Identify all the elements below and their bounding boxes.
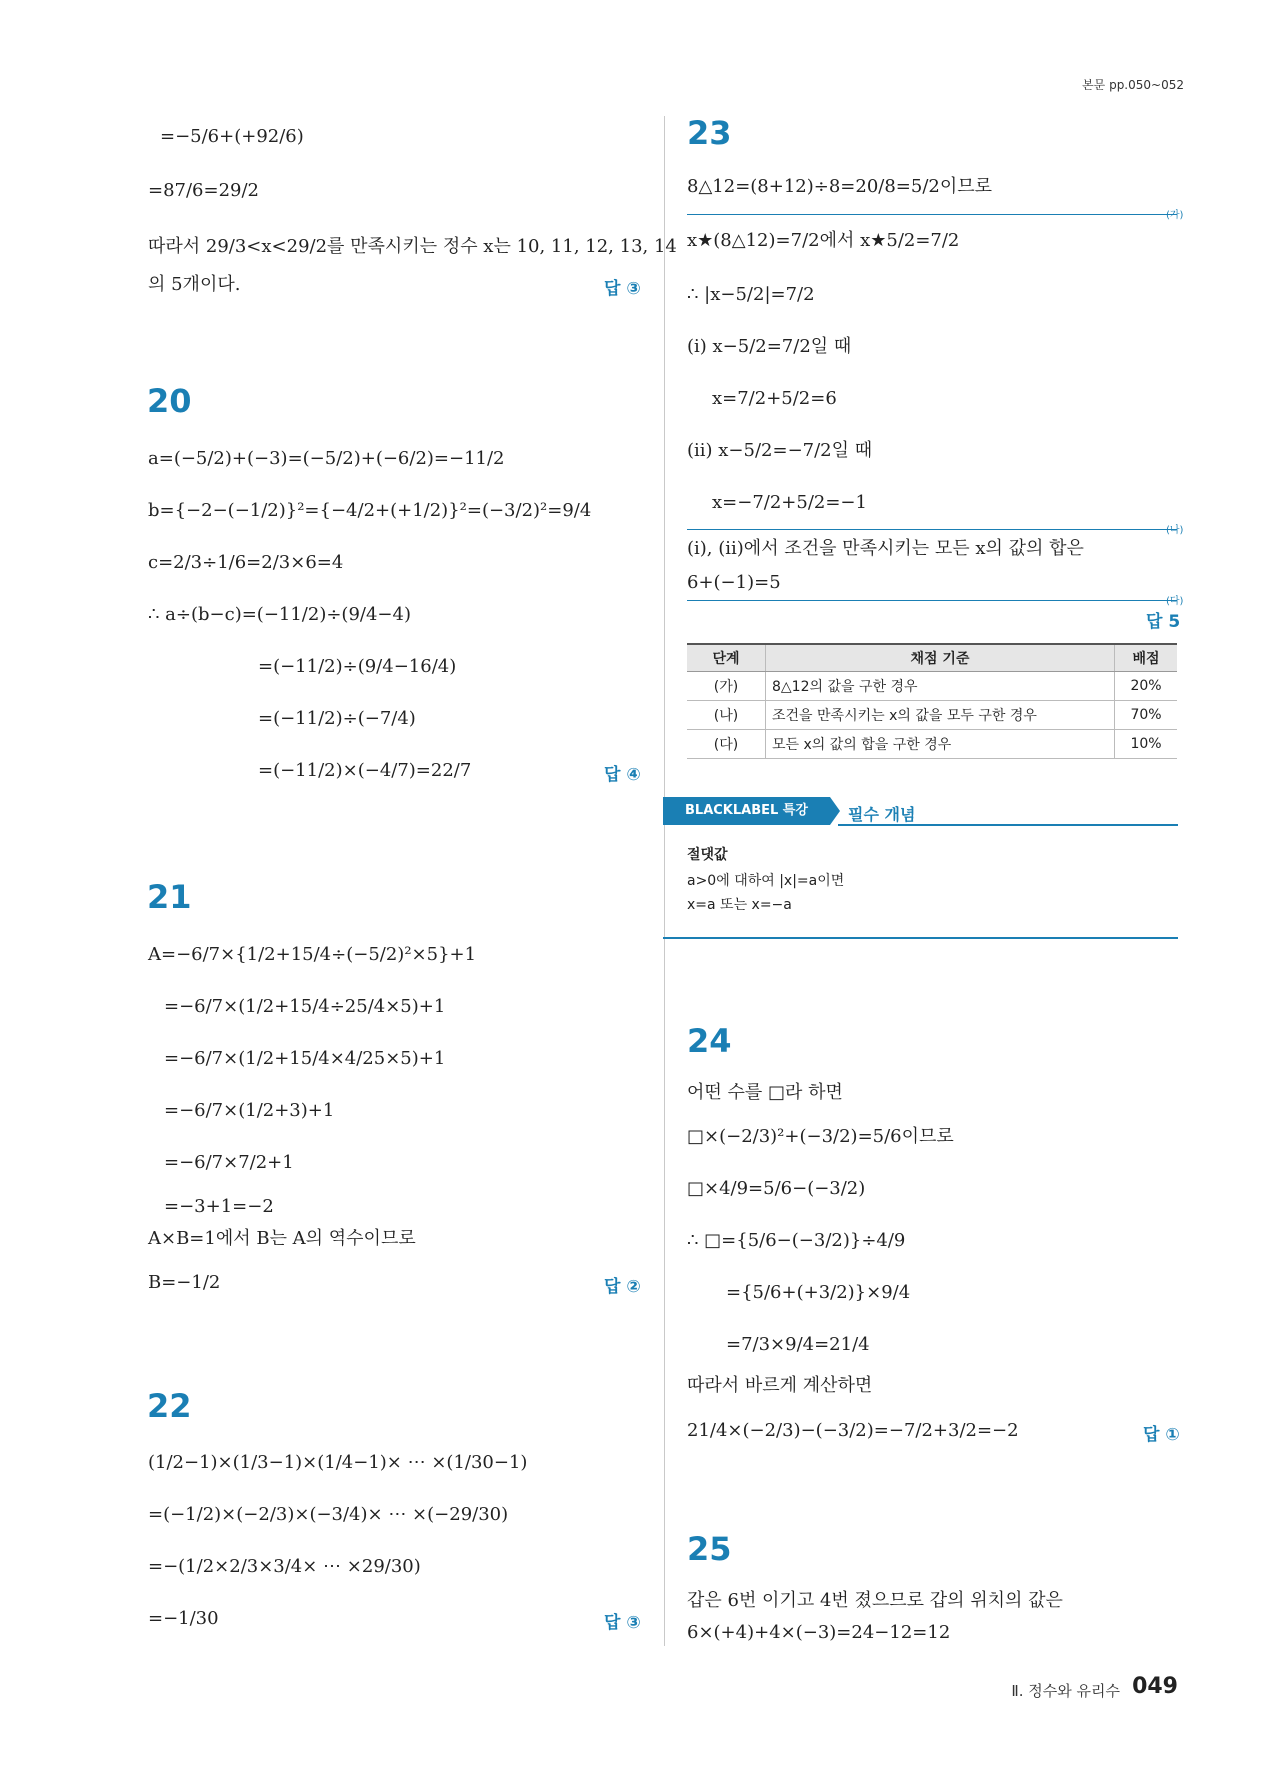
q21-line: A×B=1에서 B는 A의 역수이므로 [148, 1228, 416, 1249]
table-header-row [687, 644, 1177, 672]
q24-answer: 답 ① [1143, 1425, 1180, 1445]
q23-line: x★(8△12)=7/2에서 x★5/2=7/2 [687, 230, 960, 251]
q22-answer: 답 ③ [604, 1613, 641, 1633]
q19-line: 의 5개이다. [148, 274, 241, 295]
q23-line: ∴ |x−5/2|=7/2 [687, 284, 815, 305]
q21-line: =−3+1=−2 [164, 1196, 274, 1217]
q21-line: A=−6/7×{1/2+15/4÷(−5/2)²×5}+1 [148, 944, 477, 965]
q20-line: =(−11/2)÷(9/4−16/4) [258, 656, 457, 677]
q24-line: 21/4×(−2/3)−(−3/2)=−7/2+3/2=−2 [687, 1420, 1019, 1441]
q24-line: □×4/9=5/6−(−3/2) [687, 1178, 866, 1199]
blacklabel-tag-arrow [830, 797, 840, 825]
concept-line: x=a 또는 x=−a [687, 897, 792, 913]
table-header: 배점 [1115, 644, 1178, 672]
q22-line: =−(1/2×2/3×3/4× ⋯ ×29/30) [148, 1556, 421, 1577]
step-rule [687, 600, 1177, 601]
q19-line: 따라서 29/3<x<29/2를 만족시키는 정수 x는 10, 11, 12, 13, 14 [148, 236, 677, 257]
q23-answer: 답 5 [1146, 612, 1181, 632]
q24-line: ={5/6+(+3/2)}×9/4 [726, 1282, 911, 1303]
grading-table [687, 643, 1177, 759]
q22-line: (1/2−1)×(1/3−1)×(1/4−1)× ⋯ ×(1/30−1) [148, 1452, 528, 1473]
q19-answer: 답 ③ [604, 279, 641, 299]
q21-line: =−6/7×(1/2+15/4×4/25×5)+1 [164, 1048, 446, 1069]
q20-number: 20 [147, 382, 192, 420]
q19-line: =−5/6+(+92/6) [160, 126, 304, 147]
step-mark: (나) [1166, 525, 1184, 536]
q24-number: 24 [687, 1022, 732, 1060]
q23-line: x=7/2+5/2=6 [712, 388, 837, 409]
q23-line: 8△12=(8+12)÷8=20/8=5/2이므로 [687, 176, 993, 197]
table-row [687, 730, 1177, 759]
table-header: 단계 [687, 644, 766, 672]
q20-line: b={−2−(−1/2)}²={−4/2+(+1/2)}²=(−3/2)²=9/4 [148, 500, 592, 521]
section-title: Ⅱ. 정수와 유리수 [1011, 1682, 1120, 1700]
q23-line: (ⅰ), (ⅱ)에서 조건을 만족시키는 모든 x의 값의 합은 [687, 538, 1084, 559]
q20-line: c=2/3÷1/6=2/3×6=4 [148, 552, 344, 573]
q22-number: 22 [147, 1387, 192, 1425]
q23-line: (ⅰ) x−5/2=7/2일 때 [687, 336, 852, 357]
table-cell: 8△12의 값을 구한 경우 [766, 672, 1115, 701]
table-header: 채점 기준 [766, 644, 1115, 672]
q23-line: x=−7/2+5/2=−1 [712, 492, 867, 513]
q20-line: ∴ a÷(b−c)=(−11/2)÷(9/4−4) [148, 604, 411, 625]
q21-number: 21 [147, 878, 192, 916]
blacklabel-underline [838, 824, 1178, 826]
page-number: 049 [1132, 1674, 1178, 1699]
step-mark: (가) [1166, 210, 1184, 221]
q21-line: =−6/7×(1/2+3)+1 [164, 1100, 335, 1121]
step-rule [687, 214, 1177, 215]
step-mark: (다) [1166, 596, 1184, 607]
table-cell: 70% [1115, 701, 1178, 730]
q20-line: =(−11/2)×(−4/7)=22/7 [258, 760, 472, 781]
concept-heading: 절댓값 [687, 847, 728, 863]
q22-line: =−1/30 [148, 1608, 219, 1629]
step-rule [687, 529, 1177, 530]
q24-line: □×(−2/3)²+(−3/2)=5/6이므로 [687, 1126, 954, 1147]
q24-line: 따라서 바르게 계산하면 [687, 1375, 873, 1396]
blacklabel-bottom-rule [663, 937, 1178, 939]
q21-line: B=−1/2 [148, 1272, 221, 1293]
q23-line: (ⅱ) x−5/2=−7/2일 때 [687, 440, 873, 461]
q20-line: a=(−5/2)+(−3)=(−5/2)+(−6/2)=−11/2 [148, 448, 505, 469]
q21-line: =−6/7×(1/2+15/4÷25/4×5)+1 [164, 996, 446, 1017]
table-row [687, 701, 1177, 730]
table-row [687, 672, 1177, 701]
q23-number: 23 [687, 114, 732, 152]
table-cell: (나) [687, 701, 766, 730]
blacklabel-title: 필수 개념 [848, 805, 916, 824]
q21-line: =−6/7×7/2+1 [164, 1152, 294, 1173]
table-cell: (다) [687, 730, 766, 759]
concept-line: a>0에 대하여 |x|=a이면 [687, 873, 845, 889]
q19-line: =87/6=29/2 [148, 180, 260, 201]
q25-line: 6×(+4)+4×(−3)=24−12=12 [687, 1622, 951, 1643]
table-cell: (가) [687, 672, 766, 701]
q24-line: =7/3×9/4=21/4 [726, 1334, 870, 1355]
table-cell: 모든 x의 값의 합을 구한 경우 [766, 730, 1115, 759]
q20-answer: 답 ④ [604, 765, 641, 785]
table-cell: 조건을 만족시키는 x의 값을 모두 구한 경우 [766, 701, 1115, 730]
table-cell: 20% [1115, 672, 1178, 701]
q20-line: =(−11/2)÷(−7/4) [258, 708, 416, 729]
q24-line: 어떤 수를 □라 하면 [687, 1082, 843, 1103]
page-range-header: 본문 pp.050~052 [1082, 78, 1184, 92]
q21-answer: 답 ② [604, 1277, 641, 1297]
q25-line: 갑은 6번 이기고 4번 졌으므로 갑의 위치의 값은 [687, 1590, 1063, 1611]
q22-line: =(−1/2)×(−2/3)×(−3/4)× ⋯ ×(−29/30) [148, 1504, 509, 1525]
q23-line: 6+(−1)=5 [687, 572, 781, 593]
blacklabel-tag: BLACKLABEL 특강 [663, 797, 830, 825]
q25-number: 25 [687, 1530, 732, 1568]
column-divider [664, 116, 665, 1646]
q24-line: ∴ □={5/6−(−3/2)}÷4/9 [687, 1230, 906, 1251]
table-cell: 10% [1115, 730, 1178, 759]
